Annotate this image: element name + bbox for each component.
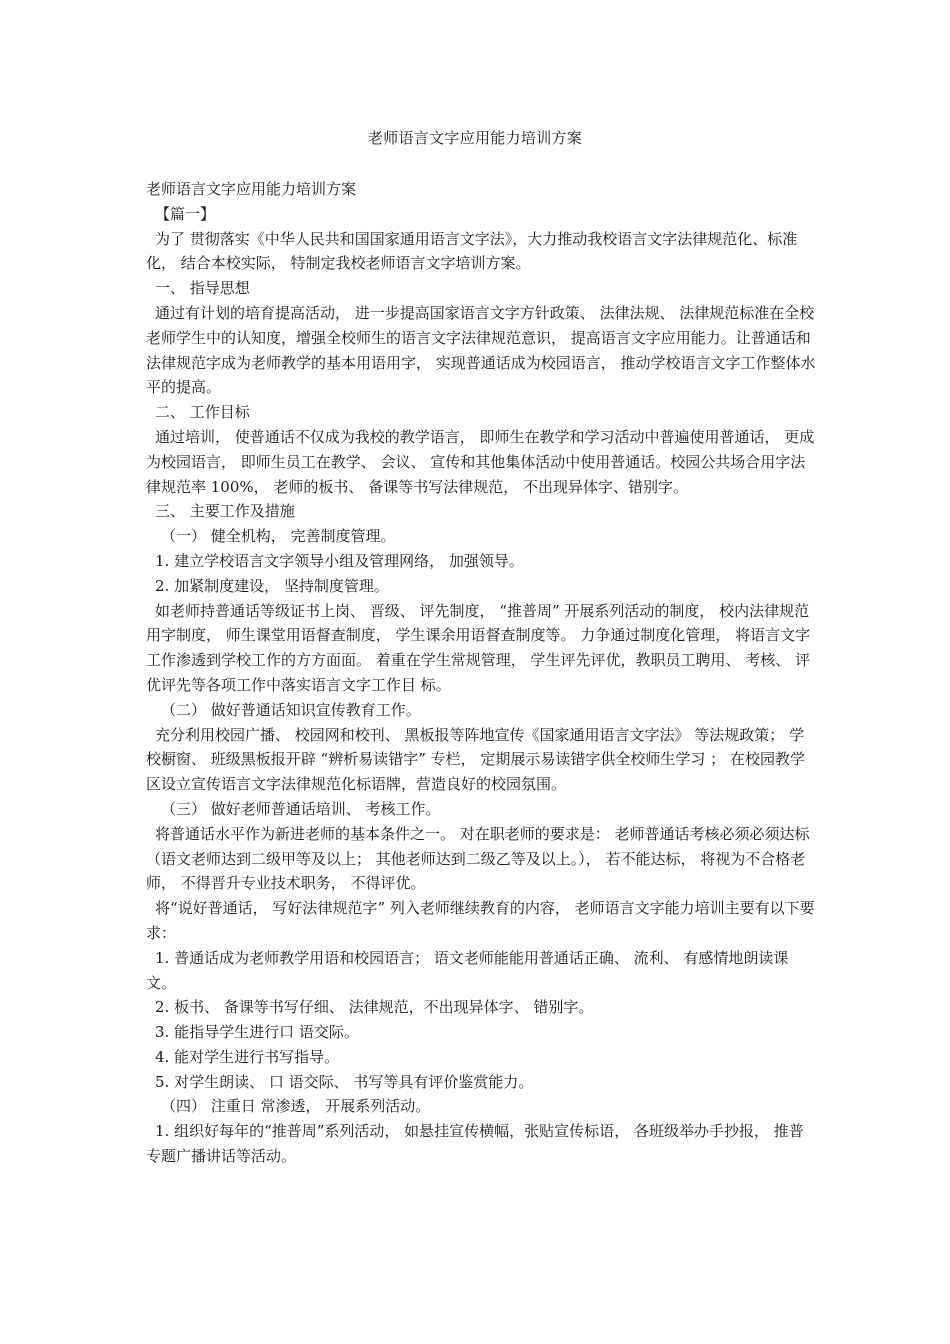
body-heading: 老师语言文字应用能力培训方案 bbox=[146, 180, 357, 198]
subsection-heading: （二） 做好普通话知识宣传教育工作。 bbox=[161, 700, 421, 719]
paragraph: 充分利用校园广播、 校园网和校刊、 黑板报等阵地宣传《国家通用语言文字法》 等法规政策； 学校橱窗、 班级黑板报开辟 “辨析易读错字” 专栏， 定期展示易读错字供全校师生学习 ； 在校园教学区设立宣传语言文字法律规范化标语牌，营造良好的校园氛围。 bbox=[146, 725, 805, 794]
document-body bbox=[146, 177, 816, 1169]
section-heading: 一、 指导思想 bbox=[155, 279, 250, 298]
list-item: 3. 能指导学生进行口 语交际。 bbox=[155, 1023, 359, 1042]
subsection-heading: （一） 健全机构， 完善制度管理。 bbox=[161, 527, 396, 546]
paragraph: 将普通话水平作为新进老师的基本条件之一。 对在职老师的要求是： 老师普通话考核必须必须达标（语文老师达到二级甲等及以上； 其他老师达到二级乙等及以上。）， 若不能达标， 将视为不合格老师， 不得晋升专业技术职务， 不得评优。 bbox=[146, 824, 810, 893]
paragraph: 通过有计划的培育提高活动， 进一步提高国家语言文字方针政策、 法律法规、 法律规范标准在全校老师学生中的认知度，增强全校师生的语言文字法律规范意识， 提高语言文字应用能力。让普通话和法律规范字成为老师教学的基本用语用字， 实现普通话成为校园语言， 推动学校语言文字工作整体水平的提高。 bbox=[146, 303, 816, 397]
list-item: 5. 对学生朗读、 口 语交际、 书写等具有评价鉴赏能力。 bbox=[155, 1072, 534, 1091]
list-item: 4. 能对学生进行书写指导。 bbox=[155, 1047, 340, 1066]
paragraph: 将“说好普通话， 写好法律规范字” 列入老师继续教育的内容， 老师语言文字能力培训主要有以下要求： bbox=[146, 899, 815, 942]
list-item: 2. 加紧制度建设， 坚持制度管理。 bbox=[155, 576, 389, 595]
section-label: 【篇一】 bbox=[155, 204, 216, 223]
list-item: 2. 板书、 备课等书写仔细、 法律规范，不出现异体字、 错别字。 bbox=[155, 998, 594, 1017]
paragraph: 如老师持普通话等级证书上岗、 晋级、 评先制度， “推普周” 开展系列活动的制度， 校内法律规范用字制度， 师生课堂用语督查制度， 学生课余用语督查制度等。 力争通过制度化管理， 将语言文字工作渗透到学校工作的方方面面。 着重在学生常规管理， 学生评先评优，教职员工聘用、 考核、 评优评先等各项工作中落实语言文字工作目 标。 bbox=[146, 601, 811, 694]
section-heading: 三、 主要工作及措施 bbox=[155, 502, 295, 521]
subsection-heading: （三） 做好老师普通话培训、 考核工作。 bbox=[161, 799, 441, 818]
subsection-heading: （四） 注重日 常渗透， 开展系列活动。 bbox=[161, 1097, 431, 1116]
list-item: 1. 普通话成为老师教学用语和校园语言； 语文老师能能用普通话正确、 流利、 有感情地朗读课文。 bbox=[146, 948, 789, 992]
document-title: 老师语言文字应用能力培训方案 bbox=[367, 129, 583, 147]
section-heading: 二、 工作目标 bbox=[155, 403, 250, 422]
paragraph: 通过培训， 使普通话不仅成为我校的教学语言， 即师生在教学和学习活动中普遍使用普通话， 更成为校园语言， 即师生员工在教学、 会议、 宣传和其他集体活动中使用普通话。校园公共场合用字法律规范率 100%， 老师的板书、 备课等书写法律规范， 不出现异体字、错别字。 bbox=[146, 427, 815, 496]
list-item: 1. 组织好每年的“推普周”系列活动， 如悬挂宣传横幅，张贴宣传标语， 各班级举办手抄报， 推普专题广播讲话等活动。 bbox=[146, 1122, 804, 1166]
paragraph: 为了 贯彻落实《中华人民共和国国家通用语言文字法》，大力推动我校语言文字法律规范化、标准化， 结合本校实际， 特制定我校老师语言文字培训方案。 bbox=[146, 229, 798, 273]
list-item: 1. 建立学校语言文字领导小组及管理网络， 加强领导。 bbox=[155, 551, 524, 570]
